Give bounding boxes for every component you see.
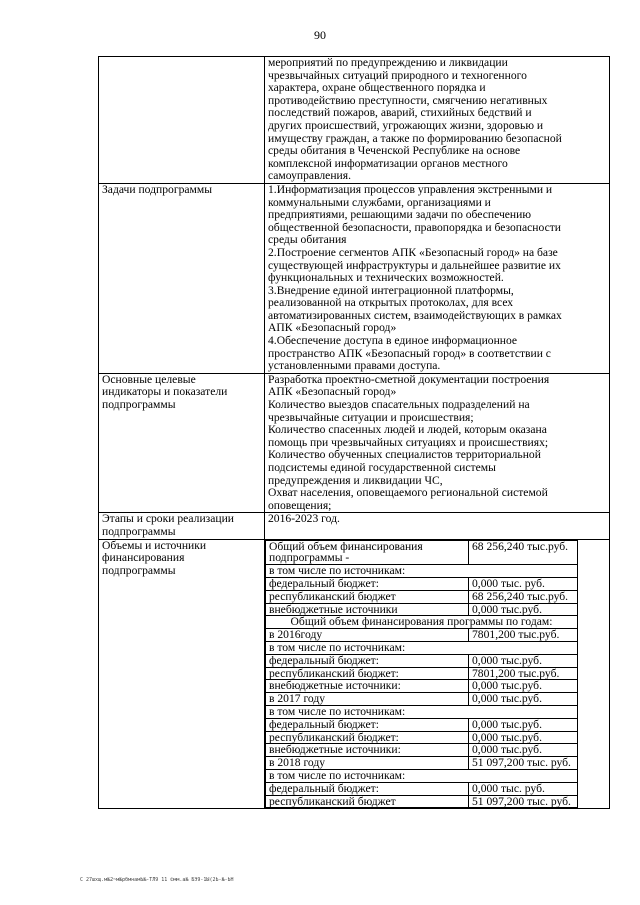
row-label-goal [99, 57, 265, 184]
text-line: помощь при чрезвычайных ситуациях и происшествиях; [268, 435, 549, 449]
label-line: Этапы и сроки реализации [102, 512, 234, 526]
text-line: среды обитания в Чеченской Республике на основе [268, 144, 521, 158]
table-row [99, 57, 610, 184]
funding-source-label: внебюджетные источники [266, 603, 469, 616]
tasks-text [265, 183, 610, 373]
text-line: предупреждения и ликвидации ЧС, [268, 473, 443, 487]
funding-row [266, 641, 578, 654]
label-line: Основные целевые [102, 372, 196, 386]
label-line: финансирования [102, 551, 185, 565]
funding-row [266, 680, 578, 693]
stages-text [265, 513, 610, 539]
funding-row [266, 629, 578, 642]
funding-source-label: в 2016году [266, 629, 469, 642]
funding-source-label: республиканский бюджет [266, 795, 469, 808]
text-line: АПК «Безопасный город» [268, 321, 397, 335]
funding-amount: 51 097,200 тыс. руб. [469, 757, 578, 770]
funding-row-heading: Общий объем финансирования программы по годам: [266, 616, 578, 629]
text-line: чрезвычайных ситуаций природного и техногенного [268, 68, 527, 82]
funding-source-label: федеральный бюджет: [266, 577, 469, 590]
table-row [99, 373, 610, 513]
text-line: Разработка проектно-сметной документации построения [268, 372, 550, 386]
text-line: функциональных и технических возможностей. [268, 271, 504, 285]
funding-row [266, 577, 578, 590]
funding-amount: 0,000 тыс.руб. [469, 654, 578, 667]
text-line: среды обитания [268, 233, 347, 247]
funding-row-heading: в том числе по источникам: [266, 705, 578, 718]
funding-source-label: республиканский бюджет: [266, 731, 469, 744]
funding-source-label: внебюджетные источники: [266, 680, 469, 693]
label-line: подпрограммы [102, 524, 176, 538]
funding-row [266, 744, 578, 757]
table-row [99, 513, 610, 539]
text-line: имуществу граждан, а также по формированию безопасной [268, 131, 562, 145]
funding-row [266, 654, 578, 667]
funding-row [266, 616, 578, 629]
funding-source-label: внебюджетные источники: [266, 744, 469, 757]
funding-amount: 0,000 тыс. руб. [469, 782, 578, 795]
funding-amount: 0,000 тыс.руб. [469, 744, 578, 757]
text-line: Количество выездов спасательных подразделений на [268, 398, 530, 412]
funding-row [266, 693, 578, 706]
text-line: других происшествий, угрожающих жизни, здоровью и [268, 118, 544, 132]
funding-row [266, 769, 578, 782]
funding-row-heading: в том числе по источникам: [266, 769, 578, 782]
text-line: Количество обученных специалистов территориальной [268, 448, 541, 462]
funding-row [266, 540, 578, 565]
funding-row [266, 718, 578, 731]
funding-amount: 0,000 тыс.руб. [469, 731, 578, 744]
funding-row [266, 757, 578, 770]
funding-row [266, 565, 578, 578]
funding-amount: 0,000 тыс.руб. [469, 693, 578, 706]
text-line: существующей инфраструктуры и дальнейшее развитие их [268, 258, 561, 272]
row-label-funding [99, 539, 265, 809]
funding-row [266, 590, 578, 603]
table-row [99, 183, 610, 373]
funding-amount: 0,000 тыс.руб. [469, 718, 578, 731]
subprogram-passport-table [98, 56, 610, 809]
text-line: АПК «Безопасный город» [268, 385, 397, 399]
label-line: Задачи подпрограммы [102, 182, 212, 196]
text-line: чрезвычайные ситуации и происшествия; [268, 410, 474, 424]
text-line: последствий пожаров, аварий, стихийных бедствий и [268, 106, 532, 120]
text-line: комплексной информатизации органов местного [268, 156, 508, 170]
funding-amount: 0,000 тыс.руб. [469, 603, 578, 616]
row-label-tasks [99, 183, 265, 373]
funding-cell [265, 539, 610, 809]
funding-amount: 68 256,240 тыс.руб. [469, 590, 578, 603]
text-line: установленными правами доступа. [268, 359, 441, 373]
text-line: предприятиями, решающими задачи по обеспечению [268, 208, 531, 222]
funding-amount: 0,000 тыс. руб. [469, 577, 578, 590]
text-line: характера, охране общественного порядка и [268, 81, 486, 95]
funding-amount: 0,000 тыс.руб. [469, 680, 578, 693]
funding-amount: 7801,200 тыс.руб. [469, 667, 578, 680]
funding-source-label: республиканский бюджет [266, 590, 469, 603]
funding-source-label: Общий объем финансирования подпрограммы - [266, 540, 469, 565]
text-line: 3.Внедрение единой интеграционной платформы, [268, 283, 514, 297]
text-line: реализованной на открытых протоколах, для всех [268, 296, 514, 310]
text-line: 4.Обеспечение доступа в единое информационное [268, 334, 518, 348]
funding-row [266, 603, 578, 616]
text-line: Охват населения, оповещаемого региональной системой [268, 486, 548, 500]
text-line: 1.Информатизация процессов управления экстренными и [268, 182, 553, 196]
funding-source-label: республиканский бюджет: [266, 667, 469, 680]
text-line: автоматизированных систем, взаимодействующих в рамках [268, 308, 562, 322]
funding-row [266, 705, 578, 718]
footer-stamp: С 27шхщ.м№2~м№рбмнамЬ№-ТЛ9 11 ©мм.а№ БЭ9-1Ы(2Ь-№-ЬН [80, 877, 234, 883]
funding-row-heading: в том числе по источникам: [266, 641, 578, 654]
text-line: оповещения; [268, 498, 332, 512]
text-line: мероприятий по предупреждению и ликвидации [268, 56, 508, 69]
funding-source-label: в 2017 году [266, 693, 469, 706]
funding-row [266, 795, 578, 808]
funding-row [266, 782, 578, 795]
text-line: самоуправления. [268, 169, 351, 183]
funding-row-heading: в том числе по источникам: [266, 565, 578, 578]
funding-source-label: в 2018 году [266, 757, 469, 770]
text-line: пространство АПК «Безопасный город» в соответствии с [268, 346, 551, 360]
funding-source-label: федеральный бюджет: [266, 654, 469, 667]
table-row [99, 539, 610, 809]
text-line: 2016-2023 год. [268, 512, 340, 526]
text-line: 2.Построение сегментов АПК «Безопасный город» на базе [268, 245, 558, 259]
funding-amount: 51 097,200 тыс. руб. [469, 795, 578, 808]
funding-row [266, 731, 578, 744]
indicators-text [265, 373, 610, 513]
text-line: подсистемы единой государственной системы [268, 461, 496, 474]
text-line: Количество спасенных людей и людей, которым оказана [268, 423, 547, 437]
funding-amount: 68 256,240 тыс.руб. [469, 540, 578, 565]
funding-amount: 7801,200 тыс.руб. [469, 629, 578, 642]
funding-row [266, 667, 578, 680]
label-line: Объемы и источники [102, 538, 207, 552]
label-line: подпрограммы [102, 563, 176, 577]
text-line: коммунальными службами, организациями и [268, 195, 491, 209]
row-label-stages [99, 513, 265, 539]
text-line: противодействию преступности, смягчению негативных [268, 93, 548, 107]
row-label-indicators [99, 373, 265, 513]
page-number: 90 [314, 28, 326, 42]
goal-text [265, 57, 610, 184]
label-line: подпрограммы [102, 398, 176, 412]
funding-source-label: федеральный бюджет: [266, 782, 469, 795]
funding-table [265, 540, 578, 809]
funding-source-label: федеральный бюджет: [266, 718, 469, 731]
text-line: общественной безопасности, правопорядка и безопасности [268, 220, 561, 234]
label-line: индикаторы и показатели [102, 385, 228, 399]
